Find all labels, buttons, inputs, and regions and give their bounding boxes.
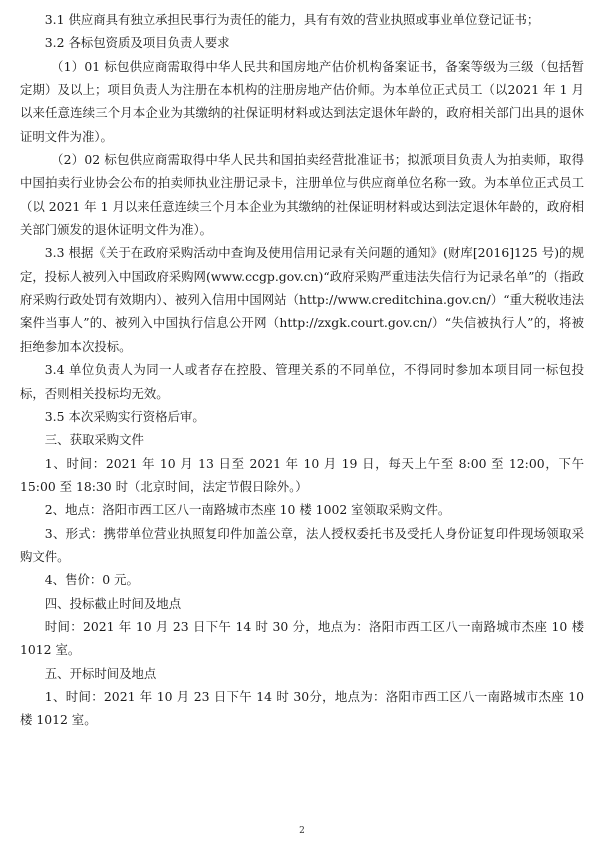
paragraph-bid-deadline: 时间：2021 年 10 月 23 日下午 14 时 30 分，地点为：洛阳市西工区八一南路城市杰座 10 楼 1012 室。 <box>20 618 584 658</box>
section-heading-bid-deadline: 四、投标截止时间及地点 <box>44 595 182 611</box>
page-number: 2 <box>299 826 305 836</box>
paragraph-3-1: 3.1 供应商具有独立承担民事行为责任的能力，具有有效的营业执照或事业单位登记证书； <box>44 12 540 27</box>
paragraph-lot-02-requirements: （2）02 标包供应商需取得中华人民共和国拍卖经营批准证书；拟派项目负责人为拍卖师，取得中国拍卖行业协会公布的拍卖师执业注册记录卡，注册单位与供应商单位名称一致。为本单位正式员工（以 2021 年 1 月以来任意连续三个月本企业为其缴纳的社保证明材料或达到法定退休年龄的，政府相关部门颁发的退休证明文件为准）。 <box>20 152 584 238</box>
paragraph-obtain-location: 2、地点：洛阳市西工区八一南路城市杰座 10 楼 1002 室领取采购文件。 <box>44 502 451 518</box>
document-body <box>20 8 584 732</box>
section-heading-obtain-documents: 三、获取采购文件 <box>44 432 144 448</box>
paragraph-obtain-time: 1、时间：2021 年 10 月 13 日至 2021 年 10 月 19 日，每天上午至 8:00 至 12:00，下午 15:00 至 18:30 时（北京时间，法定节假日除外。） <box>20 455 584 494</box>
paragraph-obtain-form: 3、形式：携带单位营业执照复印件加盖公章，法人授权委托书及受托人身份证复印件现场领取采购文件。 <box>20 525 584 564</box>
paragraph-3-3: 3.3 根据《关于在政府采购活动中查询及使用信用记录有关问题的通知》(财库[2016]125 号)的规定，投标人被列入中国政府采购网(www.ccgp.gov.cn)“政府采购严重违法失信行为记录名单”的（指政府采购行政处罚有效期内）、被列入信用中国网站（http://www.creditchina.gov.cn/）“重大税收违法案件当事人”的、被列入中国执行信息公开网（http://zxgk.court.gov.cn/）“失信被执行人”的，将被拒绝参加本次投标。 <box>20 245 584 354</box>
section-heading-bid-opening: 五、开标时间及地点 <box>44 665 157 681</box>
paragraph-3-5: 3.5 本次采购实行资格后审。 <box>44 408 205 424</box>
paragraph-bid-opening-time: 1、时间：2021 年 10 月 23 日下午 14 时 30分，地点为：洛阳市西工区八一南路城市杰座 10 楼 1012 室。 <box>20 688 584 728</box>
paragraph-price: 4、售价：0 元。 <box>44 572 139 588</box>
paragraph-3-4: 3.4 单位负责人为同一人或者存在控股、管理关系的不同单位，不得同时参加本项目同一标包投标，否则相关投标均无效。 <box>20 362 584 401</box>
paragraph-3-2-heading: 3.2 各标包资质及项目负责人要求 <box>44 35 230 51</box>
paragraph-lot-01-requirements: （1）01 标包供应商需取得中华人民共和国房地产估价机构备案证书，备案等级为三级（包括暂定期）及以上；项目负责人为注册在本机构的注册房地产估价师。为本单位正式员工（以2021 年 1 月以来任意连续三个月本企业为其缴纳的社保证明材料或达到法定退休年龄的，政府相关部门出具的退休证明文件为准）。 <box>20 58 584 144</box>
